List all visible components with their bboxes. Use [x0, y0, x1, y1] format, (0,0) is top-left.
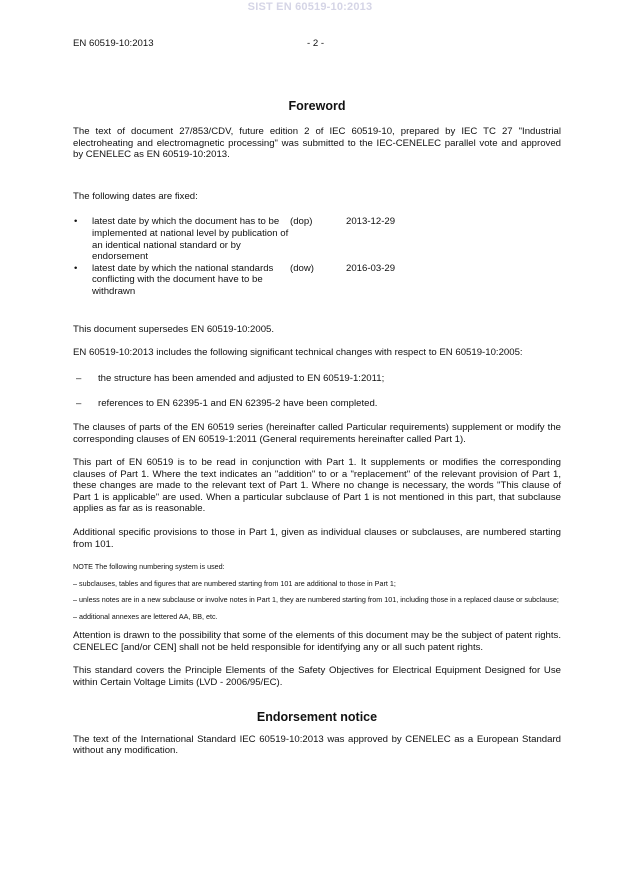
dash: – [76, 398, 82, 410]
date-item-dow [73, 263, 561, 298]
watermark: SIST EN 60519-10:2013 [247, 1, 373, 13]
note-lead: NOTE The following numbering system is used: [73, 562, 225, 572]
note-item: – additional annexes are lettered AA, BB, etc. [73, 611, 218, 621]
dates-list [73, 216, 561, 297]
dates-intro: The following dates are fixed: [73, 190, 198, 202]
date-code: (dop) [290, 216, 313, 228]
additional-paragraph: Additional specific provisions to those in Part 1, given as individual clauses or subclauses, are numbered starting from 101. [73, 527, 561, 550]
date-value: 2013-12-29 [346, 216, 396, 228]
note-item: – unless notes are in a new subclause or involve notes in Part 1, they are numbered starting from 101, including those in a replaced clause or subclause; [73, 595, 559, 605]
endorsement-text: The text of the International Standard IEC 60519-10:2013 was approved by CENELEC as a European Standard without any modification. [73, 733, 561, 757]
bullet: • [74, 262, 78, 274]
changes-intro: EN 60519-10:2013 includes the following significant technical changes with respect to EN 60519-10:2005: [73, 347, 523, 359]
foreword-title: Foreword [288, 99, 346, 113]
change-item [73, 373, 561, 385]
lvd-paragraph: This standard covers the Principle Elements of the Safety Objectives for Electrical Equipment Designed for Use within Certain Voltage Limits (LVD - 2006/95/EC). [73, 665, 561, 689]
change-text: the structure has been amended and adjusted to EN 60519-1:2011; [98, 372, 385, 384]
patent-paragraph: Attention is drawn to the possibility that some of the elements of this document may be the subject of patent rights. CENELEC [and/or CEN] shall not be held responsible for identifying any or all such patent rights. [73, 630, 561, 653]
date-code: (dow) [290, 262, 314, 274]
change-text: references to EN 62395-1 and EN 62395-2 have been completed. [98, 398, 378, 410]
date-value: 2016-03-29 [346, 262, 396, 274]
note-item: – subclauses, tables and figures that are numbered starting from 101 are additional to those in Part 1; [73, 578, 396, 588]
page-number: - 2 - [306, 38, 325, 49]
dash: – [76, 372, 82, 384]
date-description: latest date by which the document has to be implemented at national level by publication of an identical national standard or by endorsement [92, 216, 289, 263]
clauses-paragraph: The clauses of parts of the EN 60519 series (hereinafter called Particular requirements) supplement or modify the corresponding clauses of EN 60519-1:2011 (General requirements hereinafter called Part 1). [73, 421, 561, 445]
conjunction-paragraph: This part of EN 60519 is to be read in conjunction with Part 1. It supplements or modifies the corresponding clauses of Part 1. Where the text indicates an "addition" to or a "replacement" of the relevant provision of Part 1, these changes are made to the relevant text of Part 1. Where no change is necessary, the words "This clause of Part 1 is applicable" are used. When a particular subclause of Part 1 is not mentioned in this part, that subclause applies as far as is reasonable. [73, 457, 561, 515]
endorsement-title: Endorsement notice [256, 709, 378, 724]
foreword-paragraph: The text of document 27/853/CDV, future edition 2 of IEC 60519-10, prepared by IEC TC 27 "Industrial electroheating and electromagnetic processing" was submitted to the IEC-CENELEC parallel vote and approved by CENELEC as EN 60519-10:2013. [73, 126, 561, 161]
supersedes-paragraph: This document supersedes EN 60519-10:2005. [73, 323, 275, 335]
date-description: latest date by which the national standards conflicting with the document have to be withdrawn [92, 262, 274, 297]
date-item-dop [73, 216, 561, 262]
change-item [73, 398, 561, 410]
document-id: EN 60519-10:2013 [73, 38, 154, 49]
bullet: • [74, 216, 78, 228]
page-body [73, 98, 561, 757]
